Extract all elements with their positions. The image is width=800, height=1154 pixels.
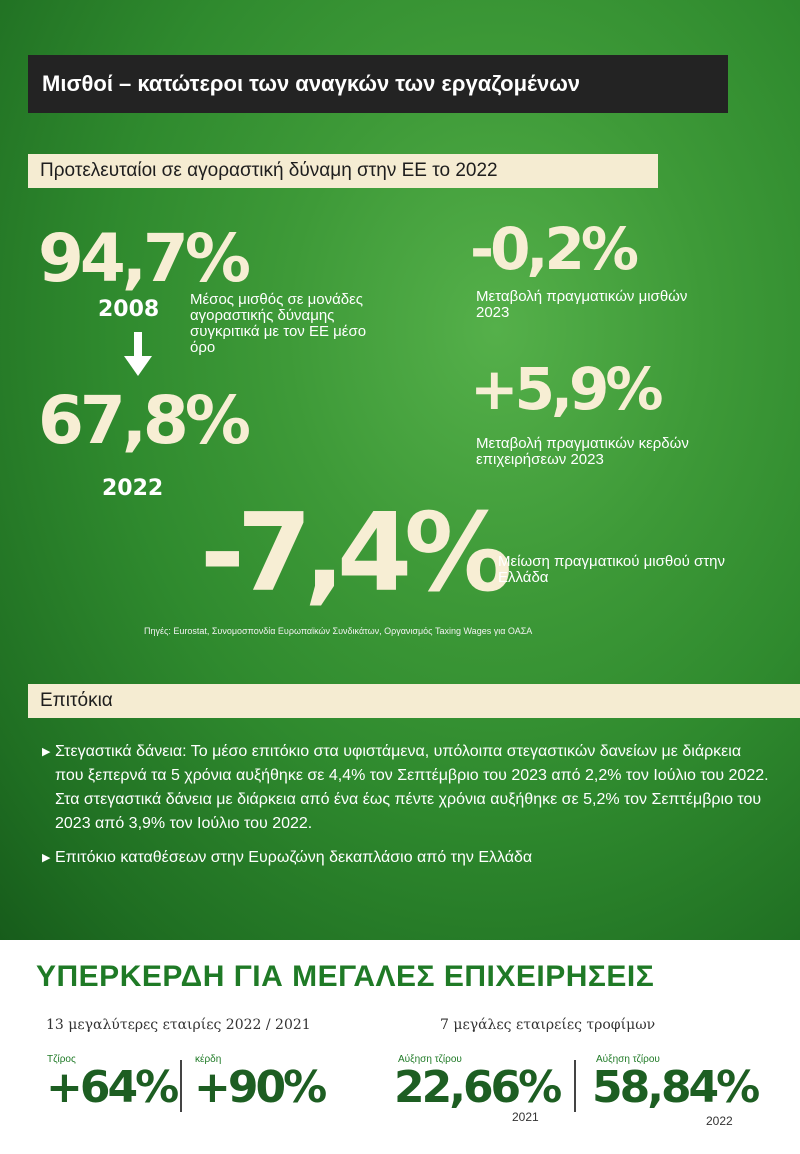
growth-year-2021: 2021	[512, 1110, 539, 1124]
stat-real-wages-value: -0,2%	[470, 215, 635, 283]
stat-year-2008: 2008	[98, 297, 160, 322]
stat-real-wage-drop-value: -7,4%	[200, 491, 505, 616]
triangle-bullet-icon: ▶	[42, 746, 51, 758]
interest-rates-list	[42, 740, 772, 880]
growth-label-2021: Αύξηση τζίρου	[398, 1054, 462, 1065]
left-caption: 13 μεγαλύτερες εταιρίες 2022 / 2021	[46, 1017, 311, 1033]
divider	[180, 1060, 182, 1112]
section-subhead-interest-rates: Επιτόκια	[28, 684, 800, 718]
growth-label-2022: Αύξηση τζίρου	[596, 1054, 660, 1065]
list-item	[42, 740, 772, 836]
stat-profits-value: +5,9%	[470, 355, 660, 423]
stat-ppp-2022-value: 67,8%	[38, 382, 247, 459]
bullet-text-deposits: Επιτόκιο καταθέσεων στην Ευρωζώνη δεκαπλάσιο από την Ελλάδα	[55, 849, 533, 866]
stat-year-2022: 2022	[102, 476, 164, 501]
triangle-bullet-icon: ▶	[42, 852, 51, 864]
turnover-value: +64%	[46, 1062, 177, 1113]
profit-value: +90%	[194, 1062, 325, 1113]
growth-value-2022: 58,84%	[592, 1062, 758, 1113]
stat-real-wages-description: Μεταβολή πραγματικών μισθών 2023	[476, 288, 688, 321]
growth-value-2021: 22,66%	[394, 1062, 560, 1113]
arrow-down-icon	[124, 332, 152, 376]
page-title: Μισθοί – κατώτεροι των αναγκών των εργαζομένων	[28, 55, 728, 113]
source-note: Πηγές: Eurostat, Συνομοσπονδία Ευρωπαϊκών Συνδικάτων, Οργανισμός Taxing Wages για ΟΑΣΑ	[144, 626, 533, 636]
profits-section-title: ΥΠΕΡΚΕΡΔΗ ΓΙΑ ΜΕΓΑΛΕΣ ΕΠΙΧΕΙΡΗΣΕΙΣ	[36, 960, 655, 993]
section-subhead-purchasing-power: Προτελευταίοι σε αγοραστική δύναμη στην ΕΕ το 2022	[28, 154, 658, 188]
profit-label: κέρδη	[195, 1054, 222, 1065]
divider	[574, 1060, 576, 1112]
bullet-text-mortgages: Στεγαστικά δάνεια: Το μέσο επιτόκιο στα υφιστάμενα, υπόλοιπα στεγαστικών δανείων με διάρκεια που ξεπερνά τα 5 χρόνια αυξήθηκε σε 4,4% τον Σεπτέμβριο του 2023 από 2,2% τον Ιούλιο του 2022. Στα στεγαστικά δάνεια με διάρκεια από ένα έως πέντε χρόνια αυξήθηκε σε 5,2% τον Σεπτέμβριο του 2023 από 3,9% τον Ιούλιο του 2022.	[55, 743, 769, 832]
list-item	[42, 846, 772, 870]
stat-ppp-description: Μέσος μισθός σε μονάδες αγοραστικής δύναμης συγκριτικά με τον ΕΕ μέσο όρο	[190, 291, 367, 356]
stat-profits-description: Μεταβολή πραγματικών κερδών επιχειρήσεων 2023	[476, 435, 689, 468]
turnover-label: Τζίρος	[47, 1054, 76, 1065]
growth-year-2022: 2022	[706, 1114, 733, 1128]
right-caption: 7 μεγάλες εταιρείες τροφίμων	[440, 1017, 656, 1033]
stat-ppp-2008-value: 94,7%	[38, 220, 247, 297]
stat-real-wage-drop-description: Μείωση πραγματικού μισθού στην Ελλάδα	[498, 553, 725, 586]
